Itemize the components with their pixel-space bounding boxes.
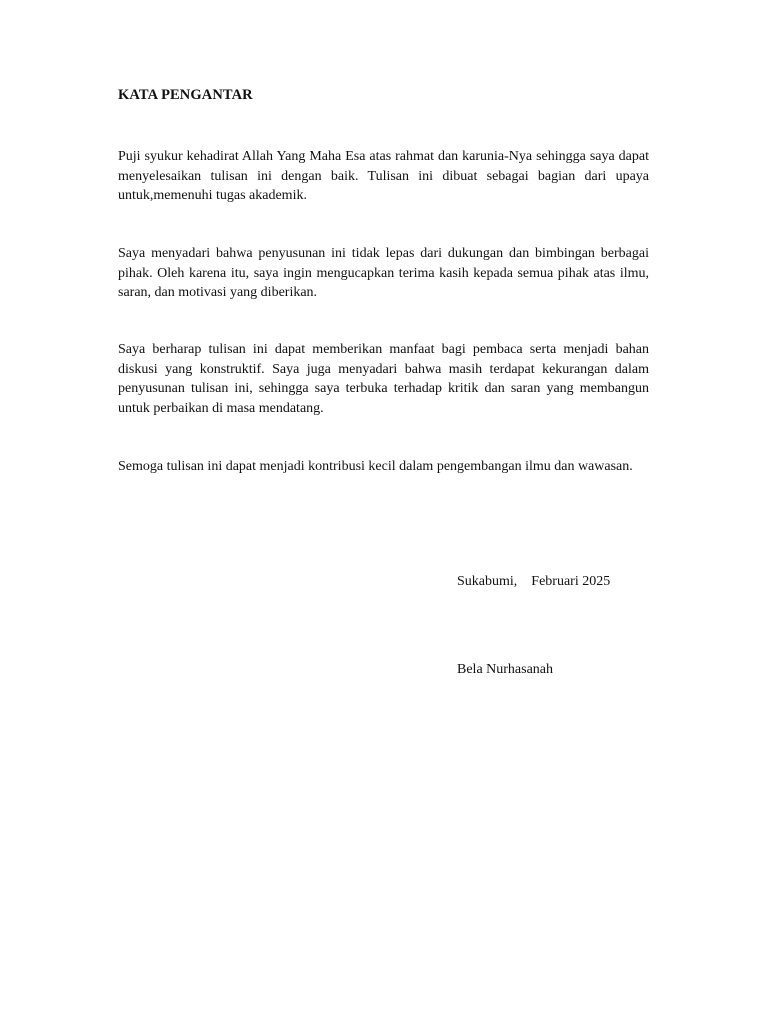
place-date: Sukabumi, Februari 2025	[457, 574, 611, 589]
paragraph-closing: Semoga tulisan ini dapat menjadi kontribusi kecil dalam pengembangan ilmu dan wawasan.	[118, 459, 633, 474]
author-name: Bela Nurhasanah	[457, 662, 554, 677]
paragraph-hope: Saya berharap tulisan ini dapat memberikan manfaat bagi pembaca serta menjadi bahan diskusi yang konstruktif. Saya juga menyadari bahwa masih terdapat kekurangan dalam penyusunan tulisan ini, sehingga saya terbuka terhadap kritik dan saran yang membangun untuk perbaikan di masa mendatang.	[118, 342, 649, 416]
paragraph-acknowledgement: Saya menyadari bahwa penyusunan ini tidak lepas dari dukungan dan bimbingan berbagai pihak. Oleh karena itu, saya ingin mengucapkan terima kasih kepada semua pihak atas ilmu, saran, dan motivasi yang diberikan.	[118, 246, 649, 300]
paragraph-gratitude: Puji syukur kehadirat Allah Yang Maha Esa atas rahmat dan karunia-Nya sehingga saya dapat menyelesaikan tulisan ini dengan baik. Tulisan ini dibuat sebagai bagian dari upaya untuk,memenuhi tugas akademik.	[118, 149, 649, 203]
document-title: KATA PENGANTAR	[118, 87, 253, 103]
